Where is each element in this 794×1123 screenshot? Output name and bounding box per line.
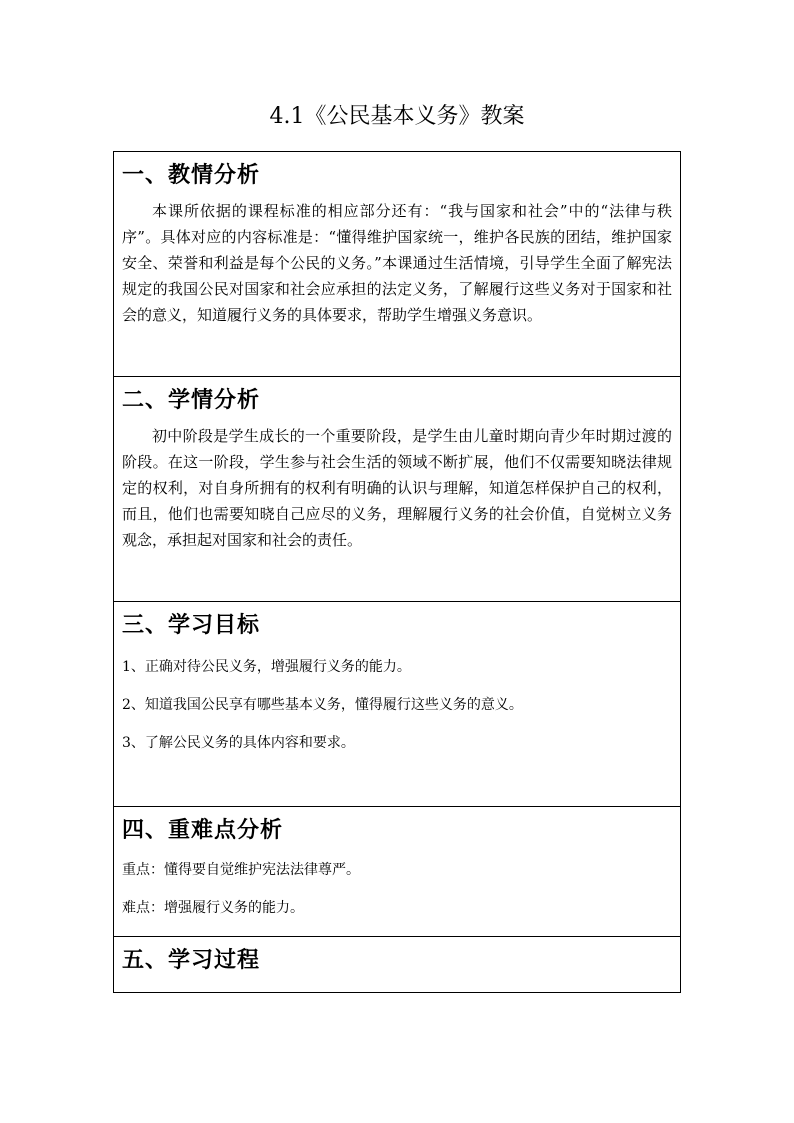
goals-list — [114, 640, 680, 756]
section-cell — [114, 602, 681, 807]
key-point-item: 重点：懂得要自觉维护宪法法律尊严。 — [122, 862, 360, 878]
section-cell — [114, 377, 681, 602]
section-heading: 五、学习过程 — [122, 947, 261, 973]
section-heading: 二、学情分析 — [122, 387, 261, 413]
section-heading: 一、教情分析 — [122, 162, 261, 188]
section-row-learning-process — [114, 937, 681, 993]
section-row-analysis-students — [114, 377, 681, 602]
section-row-key-points — [114, 807, 681, 937]
goal-item: 2、知道我国公民享有哪些基本义务，懂得履行这些义务的意义。 — [122, 697, 523, 713]
section-body — [114, 190, 680, 328]
goal-item: 1、正确对待公民义务，增强履行义务的能力。 — [122, 659, 411, 675]
section-body — [114, 415, 680, 553]
section-heading: 四、重难点分析 — [122, 817, 284, 843]
section-row-learning-goals — [114, 602, 681, 807]
goal-item: 3、了解公民义务的具体内容和要求。 — [122, 735, 355, 751]
section-paragraph: 本课所依据的课程标准的相应部分还有：“我与国家和社会”中的“法律与秩序”。具体对应的内容标准是：“懂得维护国家统一，维护各民族的团结，维护国家安全、荣誉和利益是每个公民的义务。”本课通过生活情境，引导学生全面了解宪法规定的我国公民对国家和社会应承担的法定义务，了解履行这些义务对于国家和社会的意义，知道履行义务的具体要求，帮助学生增强义务意识。 — [122, 202, 672, 324]
section-heading: 三、学习目标 — [122, 612, 261, 638]
key-points-list — [114, 845, 680, 921]
section-paragraph: 初中阶段是学生成长的一个重要阶段，是学生由儿童时期向青少年时期过渡的阶段。在这一阶段，学生参与社会生活的领域不断扩展，他们不仅需要知晓法律规定的权利，对自身所拥有的权利有明确的认识与理解，知道怎样保护自己的权利，而且，他们也需要知晓自己应尽的义务，理解履行义务的社会价值，自觉树立义务观念，承担起对国家和社会的责任。 — [122, 427, 672, 549]
section-cell — [114, 937, 681, 993]
section-cell — [114, 807, 681, 937]
difficult-point-item: 难点：增强履行义务的能力。 — [122, 900, 304, 916]
lesson-plan-table — [113, 151, 681, 993]
section-cell — [114, 152, 681, 377]
document-title: 4.1《公民基本义务》教案 — [269, 104, 525, 129]
section-row-analysis-teaching — [114, 152, 681, 377]
